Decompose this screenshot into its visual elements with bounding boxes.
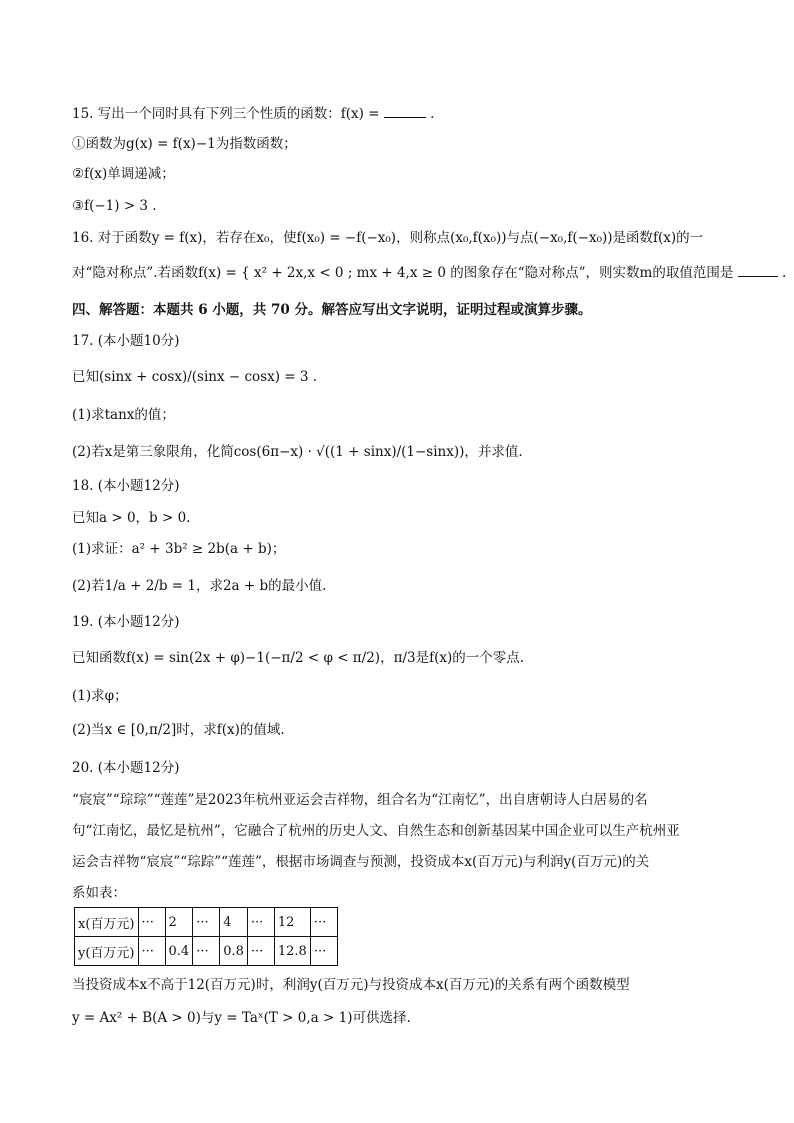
- table-row-y: [75, 937, 338, 966]
- q20-head: 20. (本小题12分): [72, 760, 180, 776]
- table-cell: ···: [138, 937, 165, 966]
- q19-part1: (1)求φ；: [72, 688, 128, 704]
- q18-given: 已知a > 0，b > 0.: [72, 510, 191, 526]
- q15-cond3: ③f(−1) > 3 .: [72, 198, 157, 214]
- table-cell: x(百万元): [75, 908, 139, 937]
- q19-head: 19. (本小题12分): [72, 614, 180, 630]
- q19-part2: (2)当x ∈ [0,π/2]时，求f(x)的值域.: [72, 722, 285, 738]
- table-cell: y(百万元): [75, 937, 139, 966]
- q16-end: .: [781, 265, 787, 281]
- table-row-x: [75, 908, 338, 937]
- q20-after2: y = Ax² + B(A > 0)与y = Taˣ(T > 0,a > 1)可供选择.: [72, 1010, 411, 1026]
- q16-line2: 对“隐对称点”.若函数f(x) = { x² + 2x,x < 0 ; mx + 4,x ≥ 0 的图象存在“隐对称点”，则实数m的取值范围是: [72, 265, 734, 281]
- table-cell: ···: [247, 937, 274, 966]
- table-cell: 4: [220, 908, 248, 937]
- table-cell: 0.4: [165, 937, 193, 966]
- q18-head: 18. (本小题12分): [72, 478, 180, 494]
- q15-stem-line: [72, 104, 734, 124]
- table-cell: ···: [138, 908, 165, 937]
- q19-given: 已知函数f(x) = sin(2x + φ)−1(−π/2 < φ < π/2)，π/3是f(x)的一个零点.: [72, 650, 525, 666]
- q17-given: 已知(sinx + cosx)/(sinx − cosx) = 3 .: [72, 369, 318, 385]
- q20-after1: 当投资成本x不高于12(百万元)时，利润y(百万元)与投资成本x(百万元)的关系有两个函数模型: [72, 977, 630, 993]
- q20-para3: 运会吉祥物“宸宸”“琮踪”“莲莲”，根据市场调查与预测，投资成本x(百万元)与利润y(百万元)的关: [72, 854, 650, 870]
- table-cell: ···: [193, 937, 220, 966]
- table-cell: 12: [274, 908, 310, 937]
- q18-part1: (1)求证：a² + 3b² ≥ 2b(a + b)；: [72, 541, 286, 557]
- q15-end: .: [430, 106, 435, 122]
- q15-cond2: ②f(x)单调递减；: [72, 166, 175, 182]
- q16-line2-wrap: [72, 263, 787, 283]
- q20-data-table: [74, 907, 338, 966]
- q18-part2: (2)若1/a + 2/b = 1，求2a + b的最小值.: [72, 578, 327, 594]
- q15-cond1: ①函数为g(x) = f(x)−1为指数函数；: [72, 136, 297, 152]
- table-cell: 12.8: [274, 937, 310, 966]
- q20-para2: 句“江南忆，最忆是杭州”，它融合了杭州的历史人文、自然生态和创新基因某中国企业可以生产杭州亚: [72, 823, 680, 839]
- table-cell: ···: [310, 908, 337, 937]
- q20-para4: 系如表：: [72, 885, 126, 901]
- table-cell: 2: [165, 908, 193, 937]
- q17-part2: (2)若x是第三象限角，化简cos(6π−x) · √((1 + sinx)/(1−sinx))，并求值.: [72, 444, 523, 460]
- q16-answer-blank[interactable]: [738, 264, 778, 277]
- q17-head: 17. (本小题10分): [72, 333, 180, 349]
- table-cell: ···: [193, 908, 220, 937]
- q15-stem: 15. 写出一个同时具有下列三个性质的函数：f(x) =: [72, 106, 380, 122]
- q17-part1: (1)求tanx的值；: [72, 407, 175, 423]
- table-cell: 0.8: [220, 937, 248, 966]
- q16-line1: 16. 对于函数y = f(x)，若存在x₀，使f(x₀) = −f(−x₀)，则称点(x₀,f(x₀))与点(−x₀,f(−x₀))是函数f(x)的一: [72, 230, 704, 246]
- table-cell: ···: [247, 908, 274, 937]
- q15-answer-blank[interactable]: [384, 105, 426, 118]
- table-cell: ···: [310, 937, 337, 966]
- q20-para1: “宸宸”“琮琮”“莲莲”是2023年杭州亚运会吉祥物，组合名为“江南忆”，出自唐朝诗人白居易的名: [72, 792, 648, 808]
- section-4-heading: 四、解答题：本题共 6 小题，共 70 分。解答应写出文字说明，证明过程或演算步骤。: [72, 302, 592, 318]
